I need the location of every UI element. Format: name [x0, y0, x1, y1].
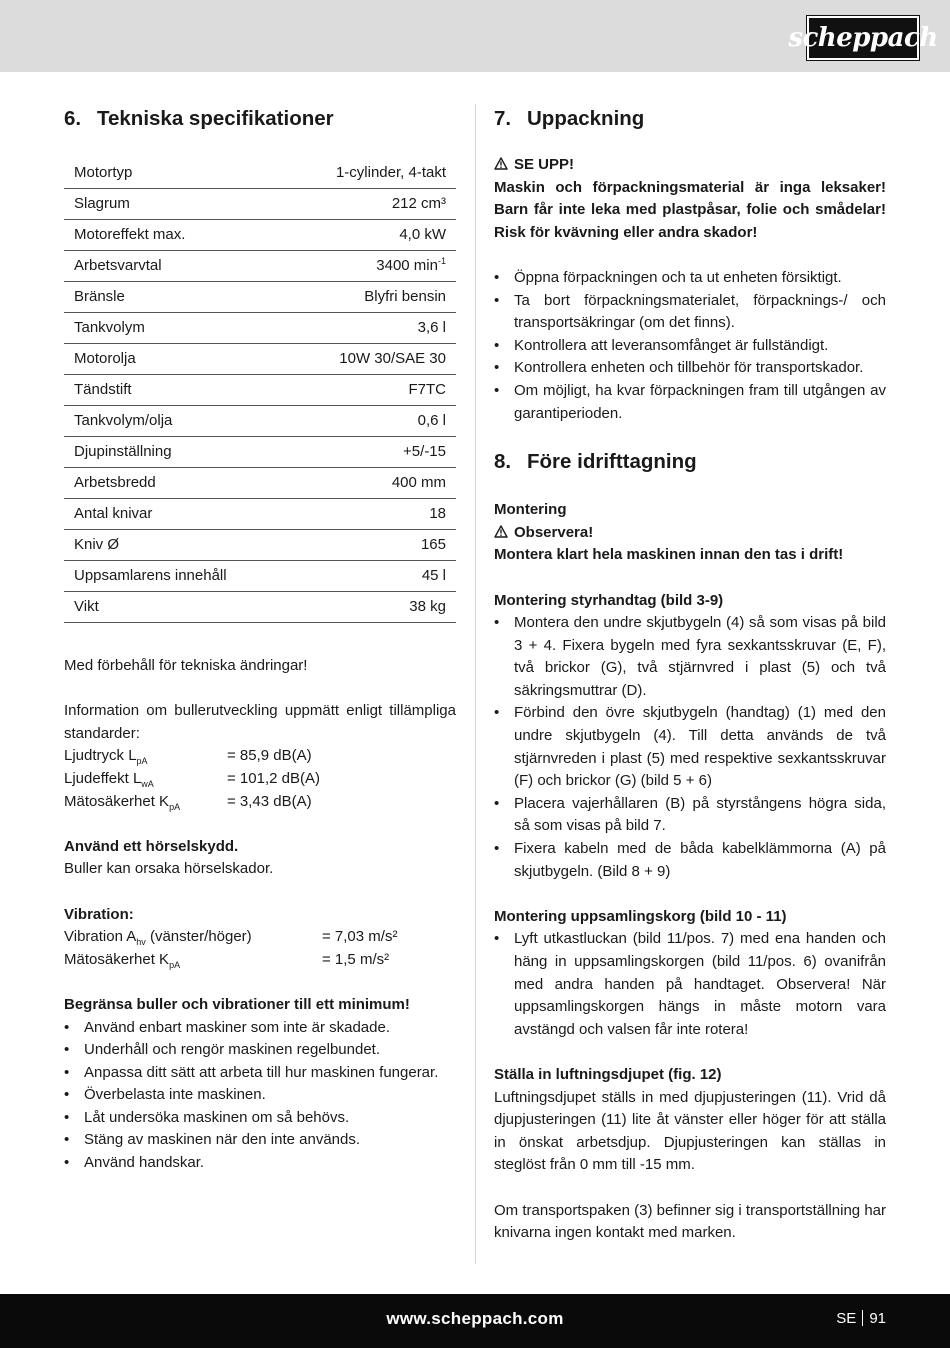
- list-item: • Lyft utkastluckan (bild 11/pos. 7) med ena handen och häng in uppsamlingskorgen (bild 11/pos. 6) ovanifrån med andra handen på handtaget. Observera! När uppsamlingskorgen hängs in måste motorn vara avstängd och valsen får inte rotera!: [494, 928, 886, 1041]
- spec-table: [64, 158, 456, 623]
- basket-title: Montering uppsamlingskorg (bild 10 - 11): [494, 907, 787, 925]
- spec-value: 1-cylinder, 4-takt: [288, 158, 456, 189]
- observe-label: Observera!: [514, 523, 594, 541]
- reservation-note: Med förbehåll för tekniska ändringar!: [64, 657, 308, 674]
- list-item: • Montera den undre skjutbygeln (4) så som visas på bild 3 + 4. Fixera bygeln med fyra sexkantsskruvar (E, F), två brickor (G), två stjärnvred i plast (5) och två säkringsmuttrar (D).: [494, 612, 886, 702]
- section-title: Före idrifttagning: [527, 450, 697, 474]
- spec-row: [64, 189, 456, 220]
- spec-label: Kniv Ø: [64, 530, 288, 561]
- list-item: • Stäng av maskinen när den inte används.: [64, 1129, 456, 1152]
- noise-label: Mätosäkerhet $K_{pA}$: [64, 792, 181, 812]
- spec-value: 3,6 l: [288, 313, 456, 344]
- scheppach-logo: scheppach: [807, 16, 919, 60]
- spec-label: Djupinställning: [64, 437, 288, 468]
- limit-title: Begränsa buller och vibrationer till ett minimum!: [64, 995, 410, 1013]
- vibration-label: Mätosäkerhet $K_{pA}$: [64, 950, 181, 970]
- noise-value: = 85,9 dB(A): [227, 747, 312, 765]
- spec-row: [64, 499, 456, 530]
- spec-row: [64, 468, 456, 499]
- noise-subscript: pA: [136, 756, 148, 767]
- spec-value: 0,6 l: [288, 406, 456, 437]
- spec-row: [64, 158, 456, 189]
- list-item: • Öppna förpackningen och ta ut enheten försiktigt.: [494, 267, 886, 290]
- warning-label: SE UPP!: [514, 156, 575, 173]
- noise-label: Ljudtryck $L_{pA}$: [64, 747, 148, 767]
- noise-values: [64, 745, 456, 813]
- observe-line: [494, 522, 886, 545]
- spec-value: 38 kg: [288, 592, 456, 623]
- spec-row: [64, 313, 456, 344]
- spec-value: 10W 30/SAE 30: [288, 344, 456, 375]
- spec-row: [64, 592, 456, 623]
- handle-list: [494, 612, 886, 883]
- column-divider: [475, 104, 476, 1264]
- spec-row: [64, 406, 456, 437]
- spec-label: Uppsamlarens innehåll: [64, 561, 288, 592]
- noise-row: [64, 745, 456, 768]
- spec-row: [64, 220, 456, 251]
- separator: [862, 1310, 863, 1326]
- spec-value: 212 cm³: [288, 189, 456, 220]
- noise-value: = 101,2 dB(A): [227, 769, 320, 787]
- list-item: • Underhåll och rengör maskinen regelbundet.: [64, 1039, 456, 1062]
- spec-label: Motoreffekt max.: [64, 220, 288, 251]
- spec-label: Arbetsvarvtal: [64, 251, 288, 282]
- spec-row: [64, 282, 456, 313]
- page-indicator: [836, 1310, 886, 1327]
- noise-row: [64, 791, 456, 814]
- section-8-heading: [494, 447, 886, 477]
- list-item: • Placera vajerhållaren (B) på styrstångens högra sida, så som visas på bild 7.: [494, 793, 886, 838]
- language-code: SE: [836, 1310, 857, 1327]
- right-column: [494, 104, 886, 1245]
- left-column: [64, 104, 456, 1175]
- header-bar: [0, 0, 950, 72]
- spec-label: Vikt: [64, 592, 288, 623]
- vibration-value: = 1,5 m/s²: [322, 950, 390, 968]
- spec-label: Tankvolym: [64, 313, 288, 344]
- warning-text: Maskin och förpackningsmaterial är inga leksaker! Barn får inte leka med plastpåsar, folie och smådelar! Risk för kvävning eller andra skador!: [494, 178, 886, 241]
- vibration-row: [64, 949, 456, 972]
- vibration-value: = 7,03 m/s²: [322, 928, 398, 946]
- spec-label: Motortyp: [64, 158, 288, 189]
- page-number: 91: [869, 1310, 886, 1327]
- depth-title: Ställa in luftningsdjupet (fig. 12): [494, 1065, 722, 1083]
- section-6-heading: [64, 104, 456, 134]
- spec-label: Arbetsbredd: [64, 468, 288, 499]
- spec-label: Tändstift: [64, 375, 288, 406]
- spec-value: Blyfri bensin: [288, 282, 456, 313]
- spec-value: +5/-15: [288, 437, 456, 468]
- list-item: • Fixera kabeln med de båda kabelklämmorna (A) på skjutbygeln. (Bild 8 + 9): [494, 838, 886, 883]
- spec-row: [64, 251, 456, 282]
- depth-text: Luftningsdjupet ställs in med djupjusteringen (11). Vrid då djupjusteringen (11) lite åt vänster eller höger för att ställa in önskat arbetsdjup. Djupjusteringen kan ställas in steglöst från 0 mm till -15 mm.: [494, 1088, 886, 1174]
- basket-list: [494, 928, 886, 1041]
- website-link[interactable]: www.scheppach.com: [386, 1309, 564, 1328]
- noise-intro: Information om bullerutveckling uppmätt enligt tillämpliga standarder:: [64, 702, 456, 742]
- vibration-subscript: hv: [136, 937, 146, 948]
- unpacking-list: [494, 267, 886, 425]
- spec-value: 18: [288, 499, 456, 530]
- spec-value: F7TC: [288, 375, 456, 406]
- vibration-subscript: pA: [169, 959, 181, 970]
- list-item: • Ta bort förpackningsmaterialet, förpacknings-/ och transportsäkringar (om det finns).: [494, 290, 886, 335]
- list-item: • Låt undersöka maskinen om så behövs.: [64, 1107, 456, 1130]
- list-item: • Kontrollera enheten och tillbehör för transportskador.: [494, 357, 886, 380]
- vibration-title: Vibration:: [64, 905, 134, 923]
- noise-label: Ljudeffekt $L_{wA}$: [64, 769, 154, 789]
- noise-value: = 3,43 dB(A): [227, 792, 312, 810]
- spec-value: 165: [288, 530, 456, 561]
- mount-title: Montering: [494, 501, 567, 519]
- spec-row: [64, 437, 456, 468]
- list-item: • Kontrollera att leveransomfånget är fullständigt.: [494, 335, 886, 358]
- spec-label: Bränsle: [64, 282, 288, 313]
- transport-text: Om transportspaken (3) befinner sig i transportställning har knivarna ingen kontakt med marken.: [494, 1201, 886, 1242]
- spec-row: [64, 530, 456, 561]
- footer-bar: [0, 1294, 950, 1348]
- spec-label: Motorolja: [64, 344, 288, 375]
- list-item: • Anpassa ditt sätt att arbeta till hur maskinen fungerar.: [64, 1062, 456, 1085]
- hearing-text: Buller kan orsaka hörselskador.: [64, 860, 274, 878]
- spec-row: [64, 561, 456, 592]
- observe-text: Montera klart hela maskinen innan den tas i drift!: [494, 546, 844, 564]
- section-number: 6.: [64, 107, 82, 130]
- spec-unit-exponent: -1: [437, 255, 446, 266]
- warning-line: [494, 154, 886, 177]
- spec-label: Antal knivar: [64, 499, 288, 530]
- noise-row: [64, 768, 456, 791]
- spec-label: Tankvolym/olja: [64, 406, 288, 437]
- vibration-label: Vibration $A_{hv}$ (vänster/höger): [64, 928, 252, 948]
- warning-triangle-icon: [494, 525, 508, 538]
- list-item: • Om möjligt, ha kvar förpackningen fram till utgången av garantiperioden.: [494, 380, 886, 425]
- list-item: • Använd handskar.: [64, 1152, 456, 1175]
- limit-list: [64, 1017, 456, 1175]
- section-title: Tekniska specifikationer: [97, 107, 334, 130]
- vibration-row: [64, 926, 456, 949]
- section-7-heading: [494, 104, 886, 134]
- noise-subscript: wA: [141, 778, 154, 789]
- spec-row: [64, 375, 456, 406]
- noise-subscript: pA: [169, 801, 181, 812]
- section-number: 7.: [494, 107, 512, 130]
- spec-value: 400 mm: [288, 468, 456, 499]
- handle-title: Montering styrhandtag (bild 3-9): [494, 591, 724, 609]
- section-title: Uppackning: [527, 107, 645, 130]
- list-item: • Använd enbart maskiner som inte är skadade.: [64, 1017, 456, 1040]
- section-number: 8.: [494, 450, 512, 474]
- hearing-title: Använd ett hörselskydd.: [64, 837, 239, 855]
- warning-triangle-icon: [494, 157, 508, 170]
- list-item: • Förbind den övre skjutbygeln (handtag) (1) med den undre skjutbygeln (4). Till detta används de två stjärnvreden i plast (5) med respektive sexkantsskruvar (F) och brickor (G) (bild 5 + 6): [494, 702, 886, 792]
- vibration-values: [64, 926, 456, 971]
- spec-value: 4,0 kW: [288, 220, 456, 251]
- spec-row: [64, 344, 456, 375]
- spec-value: 3400 $\min^{-1}$: [288, 251, 456, 282]
- spec-label: Slagrum: [64, 189, 288, 220]
- list-item: • Överbelasta inte maskinen.: [64, 1084, 456, 1107]
- spec-value: 45 l: [288, 561, 456, 592]
